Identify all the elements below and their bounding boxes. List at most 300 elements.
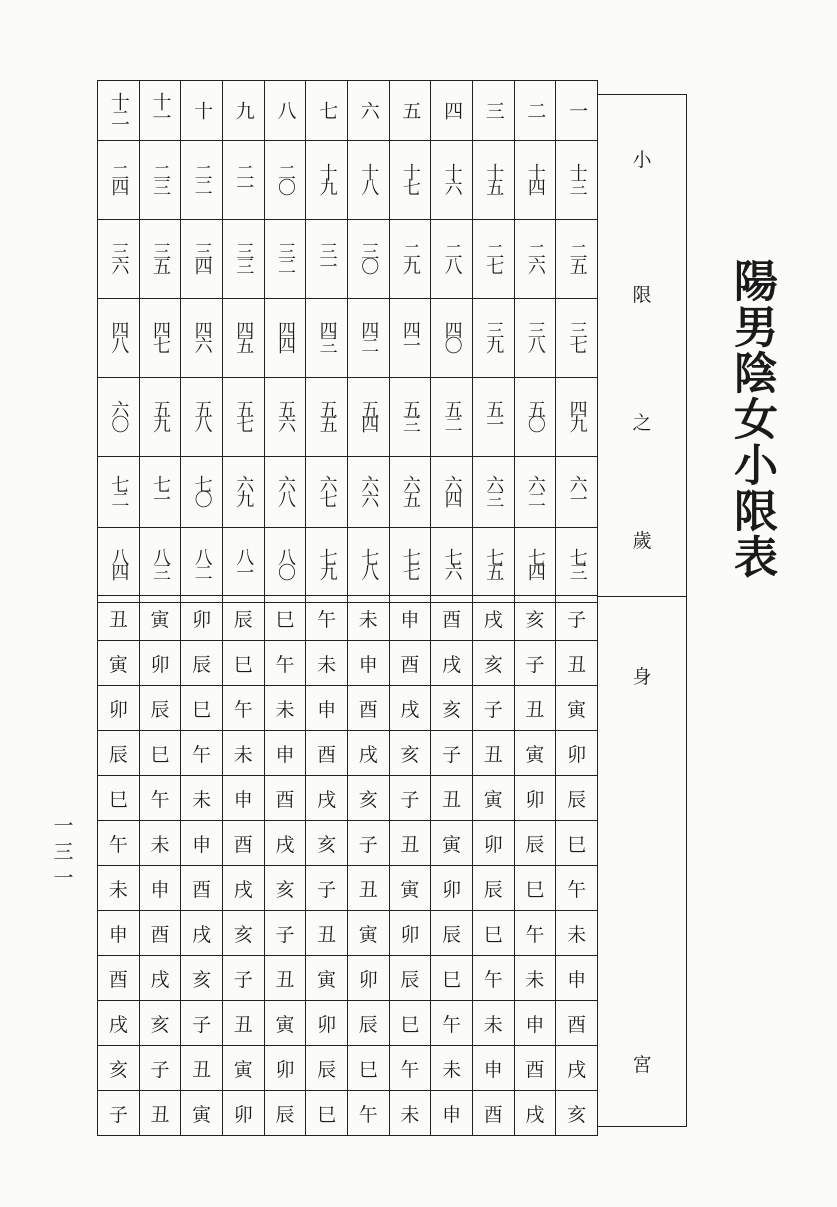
branch-cell: 寅 bbox=[347, 911, 389, 956]
branch-cell: 戌 bbox=[98, 1001, 140, 1046]
branch-cell: 巳 bbox=[98, 776, 140, 821]
branch-cell: 酉 bbox=[139, 911, 181, 956]
cell-text: 五六 bbox=[274, 399, 296, 430]
index-cell bbox=[139, 81, 181, 141]
branch-cell: 酉 bbox=[264, 776, 306, 821]
branch-cell: 寅 bbox=[139, 596, 181, 641]
branch-table bbox=[97, 595, 598, 1136]
branch-cell: 亥 bbox=[431, 686, 473, 731]
cell-text: 七三 bbox=[566, 547, 588, 578]
branch-row bbox=[98, 776, 598, 821]
cell-text: 四三 bbox=[316, 320, 338, 351]
branch-row bbox=[98, 911, 598, 956]
cell-text: 七一 bbox=[149, 474, 171, 505]
age-cell bbox=[431, 528, 473, 603]
branch-cell: 未 bbox=[347, 596, 389, 641]
branch-cell: 子 bbox=[431, 731, 473, 776]
age-cell bbox=[514, 141, 556, 220]
branch-cell: 卯 bbox=[139, 641, 181, 686]
age-cell bbox=[264, 528, 306, 603]
cell-text: 四四 bbox=[274, 320, 296, 351]
age-cell bbox=[347, 378, 389, 457]
branch-cell: 未 bbox=[431, 1046, 473, 1091]
branch-cell: 戌 bbox=[514, 1091, 556, 1136]
branch-cell: 丑 bbox=[306, 911, 348, 956]
branch-cell: 寅 bbox=[472, 776, 514, 821]
branch-cell: 寅 bbox=[306, 956, 348, 1001]
branch-cell: 丑 bbox=[264, 956, 306, 1001]
age-cell bbox=[306, 457, 348, 528]
cell-text: 十三 bbox=[566, 162, 588, 193]
cell-text: 五三 bbox=[399, 399, 421, 430]
branch-cell: 丑 bbox=[472, 731, 514, 776]
age-cell bbox=[514, 528, 556, 603]
branch-cell: 戌 bbox=[389, 686, 431, 731]
age-row bbox=[98, 299, 598, 378]
branch-cell: 未 bbox=[98, 866, 140, 911]
cell-text: 五四 bbox=[358, 399, 380, 430]
age-cell bbox=[264, 378, 306, 457]
branch-cell: 巳 bbox=[181, 686, 223, 731]
cell-text: 四七 bbox=[149, 320, 171, 351]
branch-cell: 卯 bbox=[98, 686, 140, 731]
branch-cell: 午 bbox=[389, 1046, 431, 1091]
age-cell bbox=[306, 141, 348, 220]
cell-text: 三三 bbox=[233, 241, 255, 272]
cell-text: 三七 bbox=[566, 320, 588, 351]
branch-cell: 亥 bbox=[514, 596, 556, 641]
branch-cell: 亥 bbox=[347, 776, 389, 821]
branch-cell: 辰 bbox=[472, 866, 514, 911]
index-cell bbox=[264, 81, 306, 141]
age-section-label bbox=[598, 95, 686, 597]
age-cell bbox=[472, 457, 514, 528]
cell-text: 五 bbox=[399, 100, 422, 117]
age-cell bbox=[264, 299, 306, 378]
branch-cell: 申 bbox=[472, 1046, 514, 1091]
age-cell bbox=[431, 457, 473, 528]
branch-cell: 寅 bbox=[222, 1046, 264, 1091]
branch-cell: 巳 bbox=[389, 1001, 431, 1046]
age-cell bbox=[306, 220, 348, 299]
cell-text: 五一 bbox=[483, 399, 505, 430]
branch-cell: 午 bbox=[514, 911, 556, 956]
branch-cell: 辰 bbox=[514, 821, 556, 866]
cell-text: 六七 bbox=[316, 474, 338, 505]
branch-row bbox=[98, 731, 598, 776]
index-cell bbox=[472, 81, 514, 141]
age-cell bbox=[222, 299, 264, 378]
side-label-char: 宮 bbox=[632, 1054, 652, 1076]
cell-text: 五五 bbox=[316, 399, 338, 430]
cell-text: 六〇 bbox=[108, 399, 130, 430]
cell-text: 二五 bbox=[566, 241, 588, 272]
cell-text: 七九 bbox=[316, 547, 338, 578]
cell-text: 二九 bbox=[399, 241, 421, 272]
branch-cell: 戌 bbox=[556, 1046, 598, 1091]
age-cell bbox=[98, 220, 140, 299]
branch-cell: 丑 bbox=[514, 686, 556, 731]
age-cell bbox=[181, 220, 223, 299]
branch-cell: 亥 bbox=[181, 956, 223, 1001]
branch-cell: 子 bbox=[222, 956, 264, 1001]
branch-row bbox=[98, 866, 598, 911]
branch-cell: 酉 bbox=[181, 866, 223, 911]
branch-cell: 申 bbox=[222, 776, 264, 821]
cell-text: 十五 bbox=[483, 162, 505, 193]
age-table bbox=[97, 80, 598, 603]
cell-text: 七二 bbox=[108, 474, 130, 505]
branch-cell: 戌 bbox=[306, 776, 348, 821]
branch-cell: 酉 bbox=[514, 1046, 556, 1091]
branch-cell: 未 bbox=[264, 686, 306, 731]
branch-cell: 子 bbox=[181, 1001, 223, 1046]
cell-text: 四二 bbox=[358, 320, 380, 351]
cell-text: 三〇 bbox=[358, 241, 380, 272]
branch-cell: 酉 bbox=[389, 641, 431, 686]
side-label-char: 之 bbox=[632, 412, 652, 434]
branch-cell: 寅 bbox=[389, 866, 431, 911]
index-cell bbox=[222, 81, 264, 141]
branch-cell: 子 bbox=[347, 821, 389, 866]
age-row bbox=[98, 220, 598, 299]
cell-text: 十一 bbox=[149, 92, 172, 124]
age-cell bbox=[181, 299, 223, 378]
cell-text: 三九 bbox=[483, 320, 505, 351]
branch-cell: 丑 bbox=[181, 1046, 223, 1091]
index-cell bbox=[347, 81, 389, 141]
branch-cell: 巳 bbox=[556, 821, 598, 866]
cell-text: 三 bbox=[482, 100, 505, 117]
branch-cell: 酉 bbox=[431, 596, 473, 641]
side-label-char: 身 bbox=[632, 666, 652, 688]
index-cell bbox=[98, 81, 140, 141]
branch-cell: 子 bbox=[472, 686, 514, 731]
cell-text: 五七 bbox=[233, 399, 255, 430]
cell-text: 四八 bbox=[108, 320, 130, 351]
branch-cell: 亥 bbox=[556, 1091, 598, 1136]
age-cell bbox=[222, 220, 264, 299]
cell-text: 二〇 bbox=[274, 162, 296, 193]
branch-cell: 亥 bbox=[306, 821, 348, 866]
cell-text: 六六 bbox=[358, 474, 380, 505]
age-cell bbox=[139, 378, 181, 457]
cell-text: 七〇 bbox=[191, 474, 213, 505]
age-cell bbox=[389, 299, 431, 378]
cell-text: 二 bbox=[524, 100, 547, 117]
cell-text: 十四 bbox=[524, 162, 546, 193]
branch-cell: 丑 bbox=[347, 866, 389, 911]
cell-text: 四〇 bbox=[441, 320, 463, 351]
cell-text: 五二 bbox=[441, 399, 463, 430]
cell-text: 三五 bbox=[149, 241, 171, 272]
age-cell bbox=[556, 220, 598, 299]
age-cell bbox=[389, 457, 431, 528]
cell-text: 十八 bbox=[358, 162, 380, 193]
branch-cell: 卯 bbox=[306, 1001, 348, 1046]
cell-text: 五〇 bbox=[524, 399, 546, 430]
branch-cell: 午 bbox=[306, 596, 348, 641]
age-cell bbox=[347, 457, 389, 528]
branch-cell: 丑 bbox=[98, 596, 140, 641]
branch-cell: 午 bbox=[556, 866, 598, 911]
branch-cell: 亥 bbox=[139, 1001, 181, 1046]
branch-cell: 未 bbox=[556, 911, 598, 956]
cell-text: 八三 bbox=[149, 547, 171, 578]
branch-cell: 戌 bbox=[347, 731, 389, 776]
cell-text: 十七 bbox=[399, 162, 421, 193]
age-cell bbox=[306, 378, 348, 457]
branch-cell: 子 bbox=[556, 596, 598, 641]
branch-cell: 酉 bbox=[306, 731, 348, 776]
index-cell bbox=[181, 81, 223, 141]
branch-cell: 戌 bbox=[264, 821, 306, 866]
index-row bbox=[98, 81, 598, 141]
branch-cell: 未 bbox=[472, 1001, 514, 1046]
branch-cell: 酉 bbox=[472, 1091, 514, 1136]
branch-cell: 丑 bbox=[556, 641, 598, 686]
branch-cell: 卯 bbox=[222, 1091, 264, 1136]
branch-cell: 卯 bbox=[347, 956, 389, 1001]
branch-cell: 午 bbox=[431, 1001, 473, 1046]
branch-cell: 申 bbox=[514, 1001, 556, 1046]
branch-row bbox=[98, 1001, 598, 1046]
branch-cell: 未 bbox=[389, 1091, 431, 1136]
cell-text: 八 bbox=[274, 100, 297, 117]
age-cell bbox=[222, 141, 264, 220]
age-cell bbox=[222, 378, 264, 457]
age-cell bbox=[98, 528, 140, 603]
index-cell bbox=[431, 81, 473, 141]
cell-text: 四九 bbox=[566, 399, 588, 430]
branch-cell: 巳 bbox=[264, 596, 306, 641]
cell-text: 三二 bbox=[274, 241, 296, 272]
cell-text: 十二 bbox=[107, 92, 130, 124]
age-cell bbox=[347, 220, 389, 299]
cell-text: 二四 bbox=[108, 162, 130, 193]
age-cell bbox=[389, 528, 431, 603]
cell-text: 六 bbox=[357, 100, 380, 117]
branch-cell: 酉 bbox=[347, 686, 389, 731]
branch-cell: 戌 bbox=[222, 866, 264, 911]
age-cell bbox=[514, 378, 556, 457]
branch-cell: 申 bbox=[139, 866, 181, 911]
cell-text: 二二 bbox=[191, 162, 213, 193]
branch-cell: 辰 bbox=[181, 641, 223, 686]
branch-cell: 巳 bbox=[431, 956, 473, 1001]
branch-cell: 卯 bbox=[181, 596, 223, 641]
branch-row bbox=[98, 821, 598, 866]
branch-cell: 亥 bbox=[389, 731, 431, 776]
age-row bbox=[98, 141, 598, 220]
branch-cell: 戌 bbox=[139, 956, 181, 1001]
branch-cell: 寅 bbox=[181, 1091, 223, 1136]
cell-text: 六八 bbox=[274, 474, 296, 505]
branch-cell: 午 bbox=[347, 1091, 389, 1136]
branch-cell: 申 bbox=[347, 641, 389, 686]
branch-cell: 寅 bbox=[556, 686, 598, 731]
age-cell bbox=[139, 299, 181, 378]
branch-cell: 子 bbox=[306, 866, 348, 911]
age-cell bbox=[431, 378, 473, 457]
cell-text: 二六 bbox=[524, 241, 546, 272]
branch-cell: 辰 bbox=[306, 1046, 348, 1091]
age-cell bbox=[181, 141, 223, 220]
branch-cell: 子 bbox=[139, 1046, 181, 1091]
age-cell bbox=[556, 299, 598, 378]
age-cell bbox=[181, 378, 223, 457]
age-cell bbox=[514, 299, 556, 378]
age-cell bbox=[222, 457, 264, 528]
branch-cell: 丑 bbox=[431, 776, 473, 821]
cell-text: 二七 bbox=[483, 241, 505, 272]
age-cell bbox=[98, 378, 140, 457]
branch-cell: 申 bbox=[181, 821, 223, 866]
branch-cell: 午 bbox=[222, 686, 264, 731]
branch-cell: 申 bbox=[306, 686, 348, 731]
age-cell bbox=[306, 528, 348, 603]
cell-text: 五九 bbox=[149, 399, 171, 430]
branch-cell: 酉 bbox=[556, 1001, 598, 1046]
cell-text: 六三 bbox=[483, 474, 505, 505]
branch-cell: 午 bbox=[264, 641, 306, 686]
branch-cell: 巳 bbox=[139, 731, 181, 776]
age-cell bbox=[347, 299, 389, 378]
age-row bbox=[98, 528, 598, 603]
branch-cell: 申 bbox=[389, 596, 431, 641]
age-cell bbox=[556, 378, 598, 457]
cell-text: 二一 bbox=[233, 162, 255, 193]
side-label-char: 限 bbox=[632, 284, 652, 306]
branch-cell: 辰 bbox=[264, 1091, 306, 1136]
branch-cell: 亥 bbox=[98, 1046, 140, 1091]
age-cell bbox=[472, 220, 514, 299]
branch-cell: 卯 bbox=[431, 866, 473, 911]
branch-cell: 辰 bbox=[222, 596, 264, 641]
age-cell bbox=[264, 457, 306, 528]
age-cell bbox=[181, 457, 223, 528]
branch-cell: 卯 bbox=[264, 1046, 306, 1091]
branch-cell: 申 bbox=[431, 1091, 473, 1136]
age-row bbox=[98, 378, 598, 457]
branch-cell: 亥 bbox=[472, 641, 514, 686]
branch-cell: 寅 bbox=[431, 821, 473, 866]
age-cell bbox=[139, 141, 181, 220]
cell-text: 七 bbox=[316, 100, 339, 117]
age-cell bbox=[472, 378, 514, 457]
age-cell bbox=[389, 220, 431, 299]
limit-table bbox=[97, 80, 687, 1125]
cell-text: 四六 bbox=[191, 320, 213, 351]
branch-cell: 午 bbox=[181, 731, 223, 776]
age-cell bbox=[139, 220, 181, 299]
branch-cell: 巳 bbox=[306, 1091, 348, 1136]
cell-text: 八一 bbox=[233, 547, 255, 578]
branch-cell: 未 bbox=[181, 776, 223, 821]
branch-cell: 卯 bbox=[556, 731, 598, 776]
branch-cell: 丑 bbox=[139, 1091, 181, 1136]
branch-cell: 子 bbox=[514, 641, 556, 686]
cell-text: 六一 bbox=[566, 474, 588, 505]
branch-cell: 寅 bbox=[98, 641, 140, 686]
cell-text: 八二 bbox=[191, 547, 213, 578]
age-cell bbox=[347, 141, 389, 220]
age-cell bbox=[472, 141, 514, 220]
branch-cell: 卯 bbox=[472, 821, 514, 866]
branch-cell: 申 bbox=[98, 911, 140, 956]
cell-text: 二三 bbox=[149, 162, 171, 193]
index-cell bbox=[306, 81, 348, 141]
age-cell bbox=[431, 299, 473, 378]
age-cell bbox=[472, 528, 514, 603]
cell-text: 四 bbox=[441, 100, 464, 117]
branch-cell: 辰 bbox=[431, 911, 473, 956]
branch-cell: 酉 bbox=[222, 821, 264, 866]
branch-cell: 寅 bbox=[514, 731, 556, 776]
cell-text: 七六 bbox=[441, 547, 463, 578]
branch-cell: 卯 bbox=[514, 776, 556, 821]
cell-text: 三六 bbox=[108, 241, 130, 272]
branch-cell: 辰 bbox=[556, 776, 598, 821]
branch-cell: 申 bbox=[264, 731, 306, 776]
age-cell bbox=[472, 299, 514, 378]
cell-text: 六五 bbox=[399, 474, 421, 505]
age-cell bbox=[431, 141, 473, 220]
branch-cell: 戌 bbox=[181, 911, 223, 956]
cell-text: 四一 bbox=[399, 320, 421, 351]
branch-cell: 辰 bbox=[139, 686, 181, 731]
index-cell bbox=[514, 81, 556, 141]
branch-cell: 午 bbox=[98, 821, 140, 866]
age-cell bbox=[98, 299, 140, 378]
branch-cell: 辰 bbox=[347, 1001, 389, 1046]
age-cell bbox=[222, 528, 264, 603]
cell-text: 一 bbox=[566, 100, 589, 117]
cell-text: 九 bbox=[232, 100, 255, 117]
age-cell bbox=[139, 457, 181, 528]
age-cell bbox=[389, 141, 431, 220]
branch-cell: 子 bbox=[98, 1091, 140, 1136]
cell-text: 四五 bbox=[233, 320, 255, 351]
age-row bbox=[98, 457, 598, 528]
cell-text: 六四 bbox=[441, 474, 463, 505]
index-cell bbox=[389, 81, 431, 141]
cell-text: 三四 bbox=[191, 241, 213, 272]
cell-text: 三八 bbox=[524, 320, 546, 351]
cell-text: 五八 bbox=[191, 399, 213, 430]
branch-row bbox=[98, 641, 598, 686]
cell-text: 八四 bbox=[108, 547, 130, 578]
age-cell bbox=[306, 299, 348, 378]
cell-text: 十九 bbox=[316, 162, 338, 193]
cell-text: 二八 bbox=[441, 241, 463, 272]
branch-cell: 午 bbox=[472, 956, 514, 1001]
age-cell bbox=[264, 141, 306, 220]
age-cell bbox=[139, 528, 181, 603]
age-cell bbox=[556, 528, 598, 603]
branch-cell: 亥 bbox=[264, 866, 306, 911]
branch-cell: 戌 bbox=[431, 641, 473, 686]
cell-text: 七七 bbox=[399, 547, 421, 578]
branch-cell: 巳 bbox=[472, 911, 514, 956]
age-cell bbox=[431, 220, 473, 299]
branch-cell: 午 bbox=[139, 776, 181, 821]
branch-cell: 未 bbox=[514, 956, 556, 1001]
age-cell bbox=[181, 528, 223, 603]
side-label-column bbox=[598, 94, 687, 1127]
age-cell bbox=[556, 141, 598, 220]
age-cell bbox=[264, 220, 306, 299]
